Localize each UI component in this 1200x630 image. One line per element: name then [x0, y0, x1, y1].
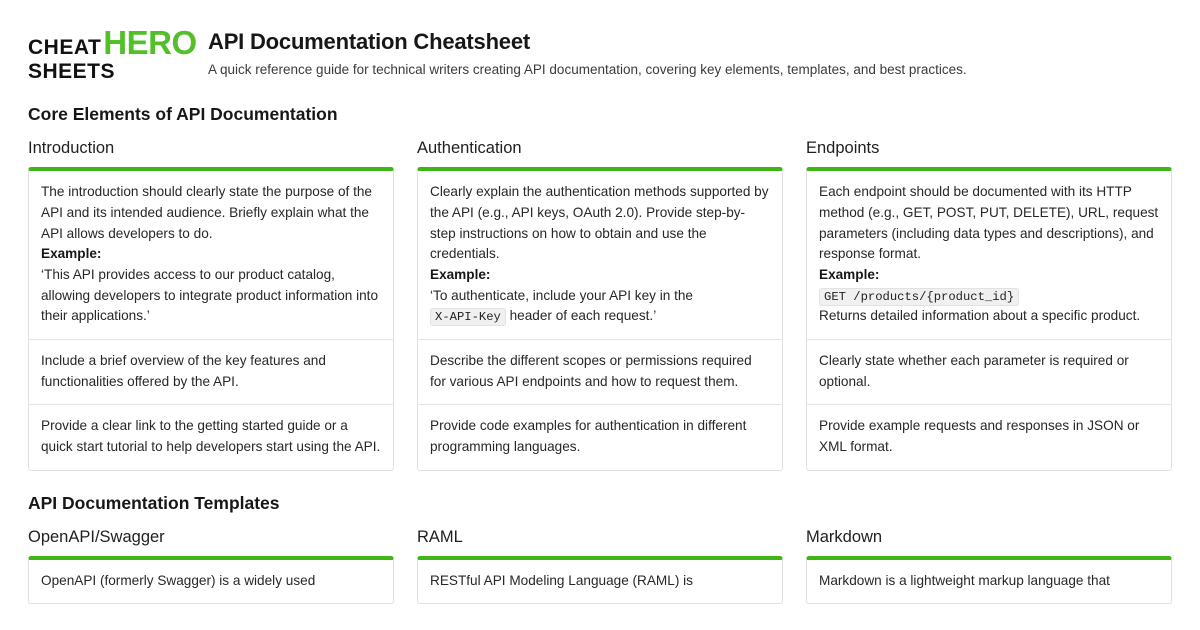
inline-code: X-API-Key [430, 308, 506, 326]
logo-line-2 [28, 61, 190, 82]
page-title: API Documentation Cheatsheet [208, 29, 531, 54]
row-text: Describe the different scopes or permissions required for various API endpoints and how to request them. [430, 352, 752, 389]
card-markdown [806, 556, 1172, 605]
card-title-endpoints: Endpoints [806, 139, 880, 158]
card-row [418, 340, 782, 405]
card-authentication [417, 167, 783, 470]
card-group-authentication [417, 139, 783, 470]
card-row [807, 405, 1171, 469]
section-title-core-elements: Core Elements of API Documentation [28, 104, 338, 125]
row-text: OpenAPI (formerly Swagger) is a widely used [41, 572, 316, 588]
row-text: Markdown is a lightweight markup language that [819, 572, 1110, 588]
card-raml [417, 556, 783, 605]
card-row [418, 405, 782, 469]
row-text: Provide code examples for authentication in different programming languages. [430, 418, 747, 454]
card-title-authentication: Authentication [417, 139, 522, 158]
card-title-markdown: Markdown [806, 527, 883, 546]
card-row [807, 171, 1171, 340]
row-text: Provide a clear link to the getting started guide or a quick start tutorial to help developers start using the API. [41, 418, 381, 454]
example-text: ‘This API provides access to our product catalog, allowing developers to integrate product information into their applications.’ [41, 266, 379, 324]
logo-text-cheat: CHEAT [28, 36, 102, 59]
card-row [807, 560, 1171, 604]
page-subtitle: A quick reference guide for technical writers creating API documentation, covering key elements, templates, and best practices. [208, 62, 967, 77]
card-row [29, 405, 393, 469]
example-code-line [819, 286, 1159, 307]
card-openapi-swagger [28, 556, 394, 605]
cards-core-elements [28, 139, 1172, 470]
card-row [29, 560, 393, 604]
logo-text-hero: HERO [103, 24, 197, 61]
card-row [807, 340, 1171, 405]
example-prefix: ‘To authenticate, include your API key in the [430, 287, 693, 303]
section-title-templates: API Documentation Templates [28, 492, 280, 513]
card-row [418, 560, 782, 604]
card-group-introduction [28, 139, 394, 470]
example-label: Example: [819, 266, 880, 282]
example-after-text: Returns detailed information about a specific product. [819, 308, 1141, 324]
example-label: Example: [430, 266, 491, 282]
logo-line-1 [28, 24, 197, 61]
page-header [28, 26, 1172, 82]
row-text: Clearly explain the authentication methods supported by the API (e.g., API keys, OAuth 2.0). Provide step-by-step instructions on how to obtain and use the credentials. [430, 184, 769, 262]
card-group-raml [417, 528, 783, 605]
card-title-raml: RAML [417, 527, 463, 546]
header-text [208, 26, 967, 79]
card-introduction [28, 167, 394, 470]
inline-code: GET /products/{product_id} [819, 288, 1019, 306]
logo [28, 24, 197, 84]
row-text: The introduction should clearly state the purpose of the API and its intended audience. Briefly explain what the API allows developers to do. [41, 184, 372, 241]
example-suffix: header of each request.’ [505, 308, 657, 324]
row-text: RESTful API Modeling Language (RAML) is [430, 572, 693, 588]
card-group-openapi-swagger [28, 528, 394, 605]
row-text: Provide example requests and responses in JSON or XML format. [819, 418, 1140, 454]
card-group-markdown [806, 528, 1172, 605]
row-text: Each endpoint should be documented with its HTTP method (e.g., GET, POST, PUT, DELETE), URL, request parameters (including data types and descriptions), and response format. [819, 184, 1159, 262]
example-label: Example: [41, 246, 102, 262]
card-row [29, 171, 393, 340]
card-row [418, 171, 782, 340]
cards-templates [28, 528, 1172, 605]
row-text: Include a brief overview of the key features and functionalities offered by the API. [41, 352, 326, 389]
example-text [430, 286, 770, 327]
card-row [29, 340, 393, 405]
logo-text-sheets: SHEETS [28, 60, 116, 84]
row-text: Clearly state whether each parameter is required or optional. [819, 352, 1129, 389]
card-title-introduction: Introduction [28, 139, 115, 158]
card-group-endpoints [806, 139, 1172, 470]
card-endpoints [806, 167, 1172, 470]
card-title-openapi-swagger: OpenAPI/Swagger [28, 527, 165, 546]
